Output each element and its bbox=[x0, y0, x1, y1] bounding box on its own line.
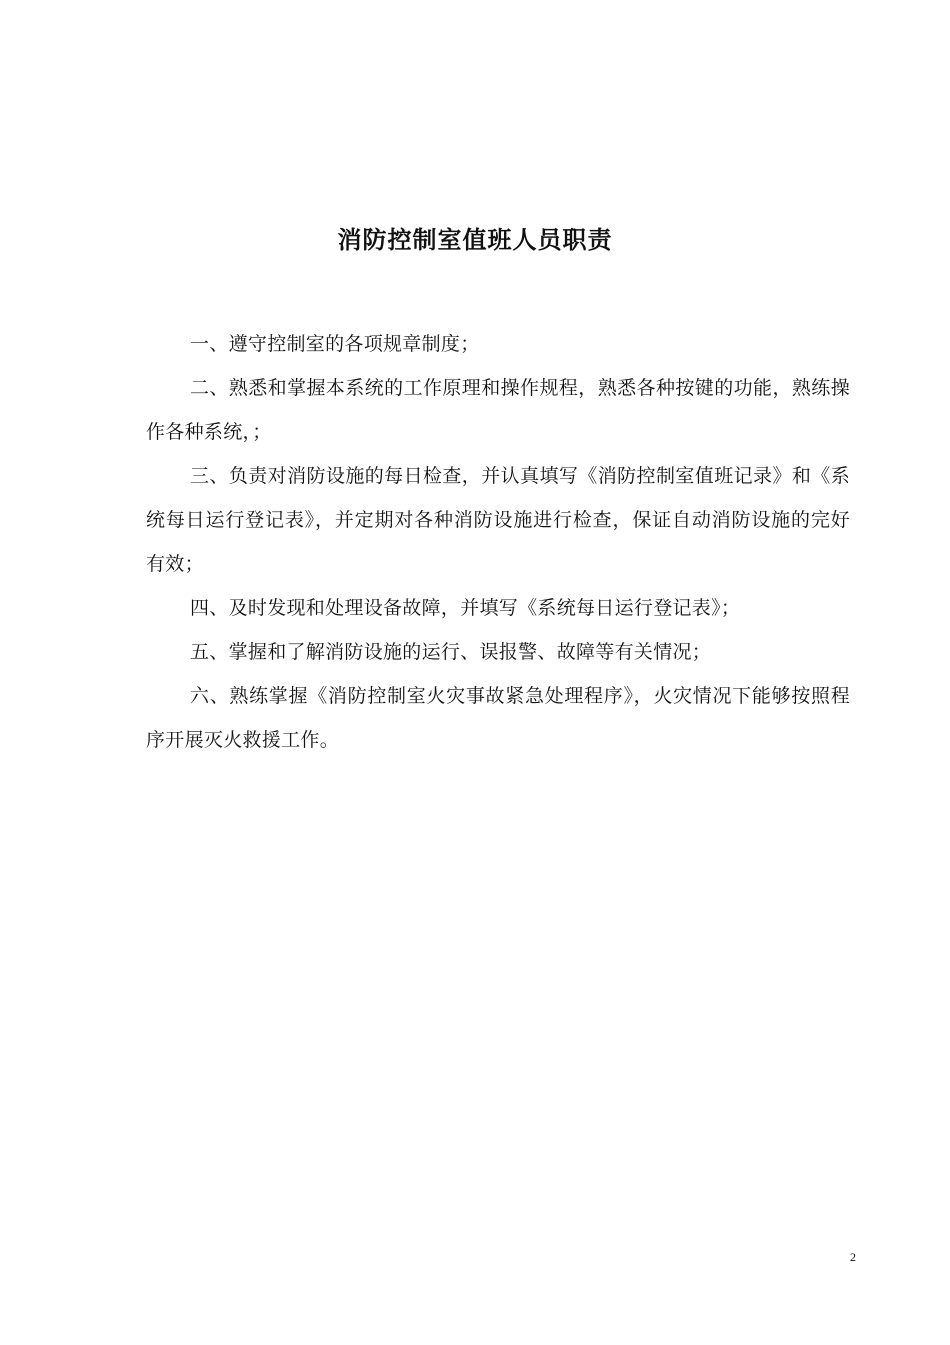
paragraph-1: 一、遵守控制室的各项规章制度； bbox=[190, 333, 480, 355]
paragraph-5: 五、掌握和了解消防设施的运行、误报警、故障等有关情况； bbox=[190, 641, 712, 663]
paragraph-4: 四、及时发现和处理设备故障，并填写《系统每日运行登记表》； bbox=[190, 597, 741, 619]
page-number: 2 bbox=[850, 1250, 856, 1264]
document-title: 消防控制室值班人员职责 bbox=[337, 226, 613, 254]
document-body bbox=[146, 322, 850, 762]
paragraph-6: 六、熟练掌握《消防控制室火灾事故紧急处理程序》，火灾情况下能够按照程序开展灭火救援工作。 bbox=[146, 685, 850, 751]
paragraph-2: 二、熟悉和掌握本系统的工作原理和操作规程，熟悉各种按键的功能，熟练操作各种系统，； bbox=[146, 377, 850, 443]
paragraph-3: 三、负责对消防设施的每日检查，并认真填写《消防控制室值班记录》和《系统每日运行登记表》，并定期对各种消防设施进行检查，保证自动消防设施的完好有效； bbox=[146, 465, 850, 575]
